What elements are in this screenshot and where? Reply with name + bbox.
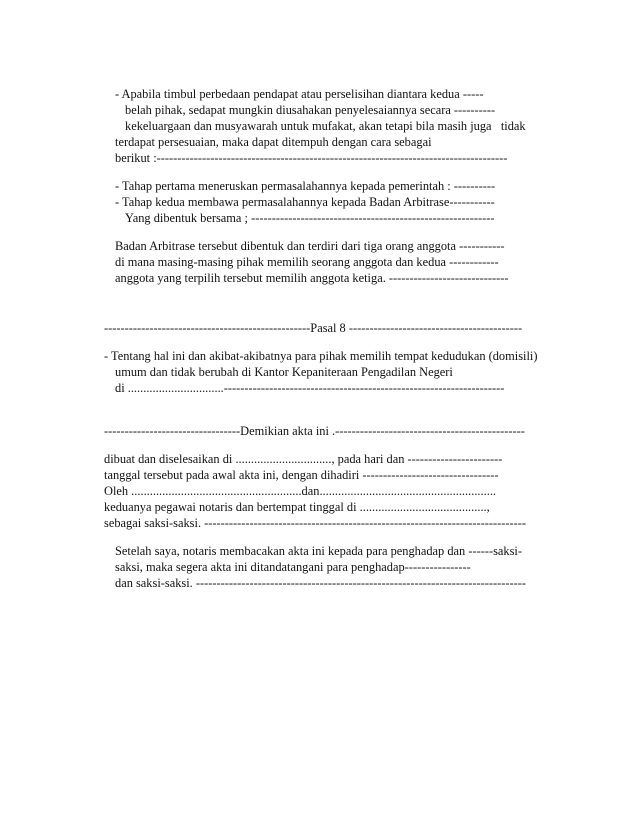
text-line: belah pihak, sedapat mungkin diusahakan penyelesaiannya secara ----------	[125, 103, 496, 117]
text-line: di ...............................--------------------------------------------------------------------	[115, 381, 505, 395]
text-line: dan saksi-saksi. --------------------------------------------------------------------------------	[115, 576, 526, 590]
text-line: sebagai saksi-saksi. ------------------------------------------------------------------------------	[104, 516, 526, 530]
text-line: Setelah saya, notaris membacakan akta ini kepada para penghadap dan ------saksi-	[115, 544, 522, 558]
text-line: - Tahap pertama meneruskan permasalahannya kepada pemerintah : ----------	[115, 179, 496, 193]
text-line: dibuat dan diselesaikan di ..............................., pada hari dan -----------------------	[104, 452, 503, 466]
text-line: terdapat persesuaian, maka dapat ditempuh dengan cara sebagai	[115, 135, 432, 149]
text-line: Oleh .......................................................dan.........................................................	[104, 484, 497, 498]
text-line: umum dan tidak berubah di Kantor Kepaniteraan Pengadilan Negeri	[115, 365, 453, 379]
text-line: di mana masing-masing pihak memilih seorang anggota dan kedua ------------	[115, 255, 499, 269]
text-line: kekeluargaan dan musyawarah untuk mufakat, akan tetapi bila masih juga tidak	[125, 119, 526, 133]
text-line: berikut :-------------------------------------------------------------------------------------	[115, 151, 508, 165]
section-heading: ---------------------------------Demikian akta ini .----------------------------------------------	[104, 424, 525, 438]
text-line: Yang dibentuk bersama ; -----------------------------------------------------------	[125, 211, 495, 225]
text-line: - Apabila timbul perbedaan pendapat atau perselisihan diantara kedua -----	[115, 87, 484, 101]
text-line: tanggal tersebut pada awal akta ini, dengan dihadiri ---------------------------------	[104, 468, 499, 482]
text-line: - Tahap kedua membawa permasalahannya kepada Badan Arbitrase-----------	[115, 195, 495, 209]
text-line: keduanya pegawai notaris dan bertempat tinggal di .........................................,	[104, 500, 490, 514]
text-line: saksi, maka segera akta ini ditandatangani para penghadap----------------	[115, 560, 471, 574]
section-heading: --------------------------------------------------Pasal 8 ------------------------------------------	[104, 321, 523, 335]
text-line: - Tentang hal ini dan akibat-akibatnya para pihak memilih tempat kedudukan (domisili)	[104, 349, 538, 363]
text-line: anggota yang terpilih tersebut memilih anggota ketiga. -----------------------------	[115, 271, 509, 285]
text-line: Badan Arbitrase tersebut dibentuk dan terdiri dari tiga orang anggota -----------	[115, 239, 505, 253]
